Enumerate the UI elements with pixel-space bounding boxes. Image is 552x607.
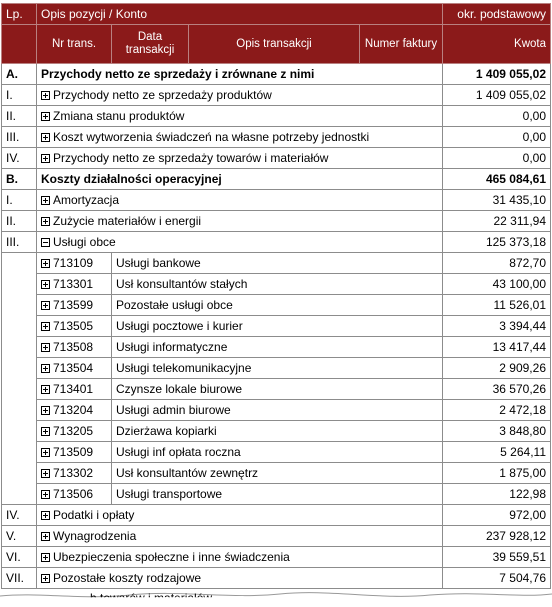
row-label-cell[interactable]: [37, 85, 443, 106]
table-row: [2, 568, 551, 589]
account-konto-cell[interactable]: [37, 484, 112, 505]
expand-plus-icon[interactable]: [41, 133, 50, 142]
row-label-cell[interactable]: [37, 505, 443, 526]
expand-plus-icon[interactable]: [41, 406, 50, 415]
account-lp-blank: [2, 253, 37, 274]
table-row: [2, 232, 551, 253]
account-konto: 713504: [53, 361, 94, 375]
table-row: [2, 148, 551, 169]
account-desc: Usługi admin biurowe: [112, 400, 443, 421]
row-lp: I.: [2, 85, 37, 106]
account-value: 1 875,00: [443, 463, 551, 484]
account-desc: Pozostałe usługi obce: [112, 295, 443, 316]
row-value: 22 311,94: [443, 211, 551, 232]
expand-plus-icon[interactable]: [41, 322, 50, 331]
table-row: [2, 64, 551, 85]
header-row-1: [2, 4, 551, 25]
row-value: 1 409 055,02: [443, 85, 551, 106]
account-row: [2, 379, 551, 400]
numer-faktury-header: Numer faktury: [360, 25, 443, 64]
expand-plus-icon[interactable]: [41, 511, 50, 520]
opis-konto-header: Opis pozycji / Konto: [37, 4, 443, 25]
row-label-cell[interactable]: [37, 106, 443, 127]
account-konto: 713109: [53, 256, 94, 270]
account-konto: 713204: [53, 403, 94, 417]
expand-plus-icon[interactable]: [41, 574, 50, 583]
expand-plus-icon[interactable]: [41, 196, 50, 205]
row-label-cell: [37, 64, 443, 85]
account-lp-blank: [2, 463, 37, 484]
account-konto-cell[interactable]: [37, 316, 112, 337]
account-value: 13 417,44: [443, 337, 551, 358]
account-lp-blank: [2, 484, 37, 505]
row-value: 125 373,18: [443, 232, 551, 253]
row-lp: IV.: [2, 505, 37, 526]
row-value: 0,00: [443, 148, 551, 169]
collapse-minus-icon[interactable]: [41, 238, 50, 247]
row-value: 39 559,51: [443, 547, 551, 568]
account-konto: 713205: [53, 424, 94, 438]
account-desc: Usługi inf opłata roczna: [112, 442, 443, 463]
row-label-cell[interactable]: [37, 148, 443, 169]
account-desc: Usł konsultantów zewnętrz: [112, 463, 443, 484]
expand-plus-icon[interactable]: [41, 112, 50, 121]
kwota-header: Kwota: [443, 25, 551, 64]
row-value: 0,00: [443, 106, 551, 127]
lp-header-blank: [2, 25, 37, 64]
expand-plus-icon[interactable]: [41, 364, 50, 373]
account-row: [2, 337, 551, 358]
row-label: Amortyzacja: [53, 193, 120, 207]
account-konto-cell[interactable]: [37, 295, 112, 316]
row-value: 972,00: [443, 505, 551, 526]
account-desc: Usługi transportowe: [112, 484, 443, 505]
account-desc: Usł konsultantów stałych: [112, 274, 443, 295]
row-value: 1 409 055,02: [443, 64, 551, 85]
account-konto-cell[interactable]: [37, 442, 112, 463]
expand-plus-icon[interactable]: [41, 280, 50, 289]
table-row: [2, 526, 551, 547]
row-lp: V.: [2, 526, 37, 547]
table-row: [2, 211, 551, 232]
row-label: Usługi obce: [53, 235, 116, 249]
account-konto: 713505: [53, 319, 94, 333]
account-value: 2 472,18: [443, 400, 551, 421]
account-value: 872,70: [443, 253, 551, 274]
row-label-cell[interactable]: [37, 526, 443, 547]
row-lp: B.: [2, 169, 37, 190]
expand-plus-icon[interactable]: [41, 91, 50, 100]
account-value: 3 394,44: [443, 316, 551, 337]
account-konto: 713509: [53, 445, 94, 459]
account-row: [2, 400, 551, 421]
account-desc: Dzierżawa kopiarki: [112, 421, 443, 442]
torn-edge: [0, 588, 552, 607]
row-lp: III.: [2, 127, 37, 148]
account-konto-cell[interactable]: [37, 379, 112, 400]
table-row: [2, 127, 551, 148]
expand-plus-icon[interactable]: [41, 469, 50, 478]
account-konto: 713301: [53, 277, 94, 291]
account-lp-blank: [2, 274, 37, 295]
account-row: [2, 421, 551, 442]
account-lp-blank: [2, 379, 37, 400]
account-konto-cell[interactable]: [37, 400, 112, 421]
row-label-cell[interactable]: [37, 211, 443, 232]
row-lp: II.: [2, 106, 37, 127]
expand-plus-icon[interactable]: [41, 217, 50, 226]
expand-plus-icon[interactable]: [41, 385, 50, 394]
account-konto-cell[interactable]: [37, 463, 112, 484]
account-lp-blank: [2, 337, 37, 358]
account-lp-blank: [2, 442, 37, 463]
account-konto: 713508: [53, 340, 94, 354]
expand-plus-icon[interactable]: [41, 490, 50, 499]
account-lp-blank: [2, 316, 37, 337]
row-label-cell[interactable]: [37, 547, 443, 568]
row-value: 31 435,10: [443, 190, 551, 211]
row-lp: VI.: [2, 547, 37, 568]
row-label: Wynagrodzenia: [53, 529, 137, 543]
account-konto: 713599: [53, 298, 94, 312]
row-lp: III.: [2, 232, 37, 253]
financial-report-table: [1, 3, 551, 589]
table-row: [2, 547, 551, 568]
account-row: [2, 274, 551, 295]
opis-transakcji-header: Opis transakcji: [189, 25, 360, 64]
row-label: Przychody netto ze sprzedaży towarów i materiałów: [53, 151, 329, 165]
nr-trans-header: Nr trans.: [37, 25, 112, 64]
account-row: [2, 442, 551, 463]
account-desc: Czynsze lokale biurowe: [112, 379, 443, 400]
table-row: [2, 85, 551, 106]
table-row: [2, 190, 551, 211]
row-label: Zmiana stanu produktów: [53, 109, 185, 123]
row-label: Przychody netto ze sprzedaży produktów: [53, 88, 272, 102]
expand-plus-icon[interactable]: [41, 448, 50, 457]
account-value: 5 264,11: [443, 442, 551, 463]
row-lp: A.: [2, 64, 37, 85]
lp-header: Lp.: [2, 4, 37, 25]
account-row: [2, 316, 551, 337]
row-lp: I.: [2, 190, 37, 211]
row-label: Koszt wytworzenia świadczeń na własne potrzeby jednostki: [53, 130, 370, 144]
account-row: [2, 484, 551, 505]
account-konto: 713401: [53, 382, 94, 396]
row-label: Podatki i opłaty: [53, 508, 135, 522]
account-value: 2 909,26: [443, 358, 551, 379]
account-konto: 713506: [53, 487, 94, 501]
account-konto-cell[interactable]: [37, 274, 112, 295]
row-label: Koszty działalności operacyjnej: [41, 172, 222, 186]
account-desc: Usługi pocztowe i kurier: [112, 316, 443, 337]
account-konto-cell[interactable]: [37, 358, 112, 379]
row-label: Zużycie materiałów i energii: [53, 214, 202, 228]
row-label-cell[interactable]: [37, 232, 443, 253]
expand-plus-icon[interactable]: [41, 343, 50, 352]
row-label: Pozostałe koszty rodzajowe: [53, 571, 202, 585]
account-value: 11 526,01: [443, 295, 551, 316]
account-desc: Usługi telekomunikacyjne: [112, 358, 443, 379]
account-konto-cell[interactable]: [37, 253, 112, 274]
data-transakcji-header: Data transakcji: [112, 25, 189, 64]
account-lp-blank: [2, 358, 37, 379]
row-lp: IV.: [2, 148, 37, 169]
expand-plus-icon[interactable]: [41, 553, 50, 562]
header-row-2: [2, 25, 551, 64]
row-value: 0,00: [443, 127, 551, 148]
account-value: 122,98: [443, 484, 551, 505]
account-value: 43 100,00: [443, 274, 551, 295]
expand-plus-icon[interactable]: [41, 259, 50, 268]
table-row: [2, 169, 551, 190]
account-row: [2, 358, 551, 379]
table-row: [2, 106, 551, 127]
account-row: [2, 463, 551, 484]
account-konto: 713302: [53, 466, 94, 480]
row-label-cell[interactable]: [37, 568, 443, 589]
table-row: [2, 505, 551, 526]
row-value: 465 084,61: [443, 169, 551, 190]
row-value: 237 928,12: [443, 526, 551, 547]
row-lp: II.: [2, 211, 37, 232]
account-value: 3 848,80: [443, 421, 551, 442]
row-label-cell: [37, 169, 443, 190]
row-label-cell[interactable]: [37, 190, 443, 211]
row-label-cell[interactable]: [37, 127, 443, 148]
account-desc: Usługi informatyczne: [112, 337, 443, 358]
row-label: Przychody netto ze sprzedaży i zrównane z nimi: [41, 67, 315, 81]
okr-header: okr. podstawowy: [443, 4, 551, 25]
account-desc: Usługi bankowe: [112, 253, 443, 274]
account-konto-cell[interactable]: [37, 421, 112, 442]
account-value: 36 570,26: [443, 379, 551, 400]
expand-plus-icon[interactable]: [41, 154, 50, 163]
report-body: [2, 64, 551, 589]
expand-plus-icon[interactable]: [41, 532, 50, 541]
account-konto-cell[interactable]: [37, 337, 112, 358]
row-lp: VII.: [2, 568, 37, 589]
expand-plus-icon[interactable]: [41, 301, 50, 310]
row-label: Ubezpieczenia społeczne i inne świadczenia: [53, 550, 290, 564]
account-lp-blank: [2, 421, 37, 442]
account-row: [2, 253, 551, 274]
expand-plus-icon[interactable]: [41, 427, 50, 436]
account-row: [2, 295, 551, 316]
row-value: 7 504,76: [443, 568, 551, 589]
account-lp-blank: [2, 295, 37, 316]
account-lp-blank: [2, 400, 37, 421]
